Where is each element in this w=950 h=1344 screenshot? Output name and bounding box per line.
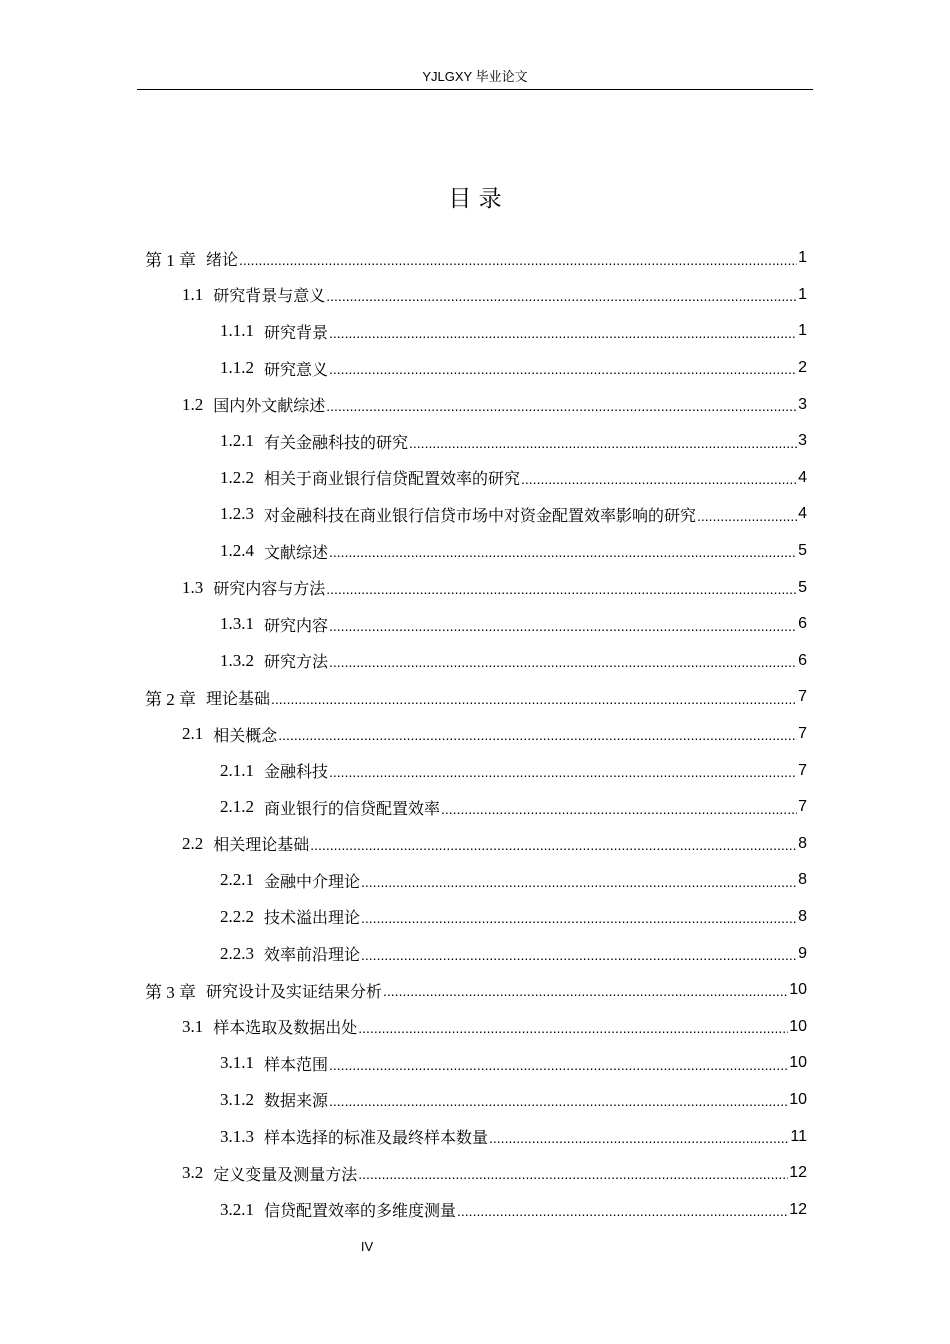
dot-leader — [329, 1057, 788, 1082]
toc-entry-label: 绪论 — [206, 249, 239, 269]
dot-leader — [383, 983, 788, 1008]
dot-leader — [329, 361, 797, 386]
dot-leader — [329, 764, 797, 789]
dot-leader — [361, 910, 797, 935]
toc-entry-label: 文献综述 — [264, 542, 329, 562]
dot-leader — [361, 874, 797, 899]
toc-entry[interactable] — [145, 569, 807, 606]
dot-leader — [489, 1130, 789, 1155]
toc-entry-number: 3.1.3 — [220, 1126, 254, 1146]
toc-entry[interactable] — [145, 972, 807, 1009]
toc-entry-page: 11 — [790, 1127, 807, 1145]
toc-entry-number: 3.2 — [182, 1163, 204, 1183]
toc-entry-label: 金融科技 — [264, 762, 329, 782]
toc-entry-label: 样本选择的标准及最终样本数量 — [264, 1128, 489, 1148]
toc-entry-page: 8 — [798, 834, 807, 852]
toc-entry-label: 信贷配置效率的多维度测量 — [264, 1201, 457, 1221]
toc-entry[interactable] — [145, 826, 807, 863]
dot-leader — [329, 654, 797, 679]
toc-entry[interactable] — [145, 789, 807, 826]
toc-entry-page: 5 — [798, 542, 807, 560]
dot-leader — [358, 1166, 788, 1191]
toc-entry-page: 3 — [798, 395, 807, 413]
toc-entry-number: 2.1 — [182, 724, 204, 744]
toc-entry-label: 定义变量及测量方法 — [213, 1164, 358, 1184]
toc-entry-page: 1 — [798, 322, 807, 340]
toc-entry-number: 1.2.3 — [220, 504, 254, 524]
table-of-contents — [145, 240, 807, 1228]
dot-leader — [326, 398, 797, 423]
dot-leader — [271, 691, 797, 716]
toc-entry-page: 10 — [789, 1017, 807, 1035]
dot-leader — [441, 801, 797, 826]
toc-entry[interactable] — [145, 460, 807, 497]
toc-entry-number: 1.2.2 — [220, 467, 254, 487]
toc-entry[interactable] — [145, 643, 807, 680]
toc-entry[interactable] — [145, 1008, 807, 1045]
toc-entry[interactable] — [145, 277, 807, 314]
toc-entry-page: 9 — [798, 944, 807, 962]
toc-entry-number: 第 1 章 — [145, 250, 196, 270]
dot-leader — [239, 252, 797, 277]
toc-entry-label: 金融中介理论 — [264, 871, 361, 891]
toc-entry-number: 1.3 — [182, 577, 204, 597]
dot-leader — [326, 581, 797, 606]
toc-entry-label: 相关概念 — [213, 725, 278, 745]
toc-entry-number: 2.2.1 — [220, 870, 254, 890]
dot-leader — [329, 544, 797, 569]
toc-entry[interactable] — [145, 1155, 807, 1192]
toc-entry[interactable] — [145, 350, 807, 387]
dot-leader — [409, 435, 797, 460]
toc-entry[interactable] — [145, 313, 807, 350]
toc-entry-page: 6 — [798, 651, 807, 669]
toc-entry[interactable] — [145, 240, 807, 277]
dot-leader — [697, 508, 797, 533]
toc-entry-page: 4 — [798, 505, 807, 523]
toc-entry-number: 1.3.1 — [220, 614, 254, 634]
toc-entry-page: 8 — [798, 907, 807, 925]
toc-entry-label: 研究意义 — [264, 359, 329, 379]
dot-leader — [329, 1093, 788, 1118]
toc-entry[interactable] — [145, 386, 807, 423]
dot-leader — [310, 837, 797, 862]
toc-entry[interactable] — [145, 606, 807, 643]
toc-entry-label: 技术溢出理论 — [264, 908, 361, 928]
toc-title: 目 录 — [448, 186, 502, 212]
toc-entry-number: 2.2.3 — [220, 943, 254, 963]
toc-entry-page: 7 — [798, 725, 807, 743]
toc-entry[interactable] — [145, 1082, 807, 1119]
toc-entry-label: 国内外文献综述 — [213, 396, 326, 416]
page-number: IV — [360, 1239, 374, 1254]
toc-entry[interactable] — [145, 533, 807, 570]
toc-entry-number: 2.2 — [182, 833, 204, 853]
toc-entry-label: 商业银行的信贷配置效率 — [264, 798, 441, 818]
dot-leader — [358, 1020, 788, 1045]
toc-entry-number: 2.2.2 — [220, 906, 254, 926]
toc-entry-label: 有关金融科技的研究 — [264, 432, 409, 452]
toc-entry-label: 研究内容与方法 — [213, 579, 326, 599]
toc-entry-page: 12 — [789, 1200, 807, 1218]
toc-entry-number: 第 2 章 — [145, 689, 196, 709]
toc-entry-page: 1 — [798, 249, 807, 267]
toc-entry-page: 1 — [798, 285, 807, 303]
toc-entry-page: 12 — [789, 1164, 807, 1182]
toc-entry[interactable] — [145, 862, 807, 899]
toc-entry-page: 8 — [798, 871, 807, 889]
toc-entry-page: 4 — [798, 468, 807, 486]
toc-entry-number: 2.1.1 — [220, 760, 254, 780]
toc-entry-page: 6 — [798, 615, 807, 633]
toc-entry-label: 样本选取及数据出处 — [213, 1018, 358, 1038]
dot-leader — [329, 325, 797, 350]
toc-entry-number: 1.1.2 — [220, 358, 254, 378]
toc-entry-page: 3 — [798, 432, 807, 450]
toc-entry[interactable] — [145, 1118, 807, 1155]
toc-entry-page: 7 — [798, 688, 807, 706]
dot-leader — [361, 947, 797, 972]
toc-entry[interactable] — [145, 1191, 807, 1228]
toc-entry-label: 对金融科技在商业银行信贷市场中对资金配置效率影响的研究 — [264, 505, 697, 525]
header-text: YJLGXY 毕业论文 — [422, 69, 528, 84]
toc-entry[interactable] — [145, 899, 807, 936]
toc-entry[interactable] — [145, 423, 807, 460]
toc-entry-page: 5 — [798, 578, 807, 596]
toc-entry-number: 1.2.4 — [220, 541, 254, 561]
toc-entry-label: 相关于商业银行信贷配置效率的研究 — [264, 469, 521, 489]
toc-entry[interactable] — [145, 716, 807, 753]
toc-entry[interactable] — [145, 935, 807, 972]
toc-entry-number: 1.3.2 — [220, 650, 254, 670]
dot-leader — [329, 618, 797, 643]
toc-entry-number: 3.2.1 — [220, 1199, 254, 1219]
toc-entry-page: 2 — [798, 359, 807, 377]
toc-entry-label: 研究设计及实证结果分析 — [206, 981, 383, 1001]
running-header — [137, 68, 813, 90]
toc-entry-number: 1.2.1 — [220, 431, 254, 451]
dot-leader — [521, 471, 797, 496]
toc-entry-label: 研究内容 — [264, 615, 329, 635]
toc-entry-number: 2.1.2 — [220, 797, 254, 817]
toc-entry-page: 10 — [789, 1054, 807, 1072]
toc-entry[interactable] — [145, 679, 807, 716]
toc-entry-number: 1.1 — [182, 284, 204, 304]
dot-leader — [278, 727, 797, 752]
dot-leader — [326, 288, 797, 313]
toc-entry-number: 3.1.2 — [220, 1089, 254, 1109]
toc-entry-number: 1.2 — [182, 394, 204, 414]
toc-entry-page: 7 — [798, 761, 807, 779]
toc-entry[interactable] — [145, 752, 807, 789]
toc-entry-page: 10 — [789, 981, 807, 999]
toc-entry-label: 效率前沿理论 — [264, 945, 361, 965]
toc-entry-label: 研究背景 — [264, 322, 329, 342]
toc-entry-page: 7 — [798, 798, 807, 816]
toc-entry-page: 10 — [789, 1090, 807, 1108]
toc-entry-label: 样本范围 — [264, 1054, 329, 1074]
toc-entry-label: 研究背景与意义 — [213, 286, 326, 306]
toc-entry-number: 3.1 — [182, 1016, 204, 1036]
toc-entry-number: 第 3 章 — [145, 982, 196, 1002]
toc-entry-number: 1.1.1 — [220, 321, 254, 341]
toc-entry-label: 相关理论基础 — [213, 835, 310, 855]
dot-leader — [457, 1203, 788, 1228]
toc-entry-number: 3.1.1 — [220, 1053, 254, 1073]
toc-entry-label: 数据来源 — [264, 1091, 329, 1111]
toc-entry-label: 研究方法 — [264, 652, 329, 672]
toc-entry[interactable] — [145, 1045, 807, 1082]
toc-entry-label: 理论基础 — [206, 688, 271, 708]
toc-entry[interactable] — [145, 496, 807, 533]
